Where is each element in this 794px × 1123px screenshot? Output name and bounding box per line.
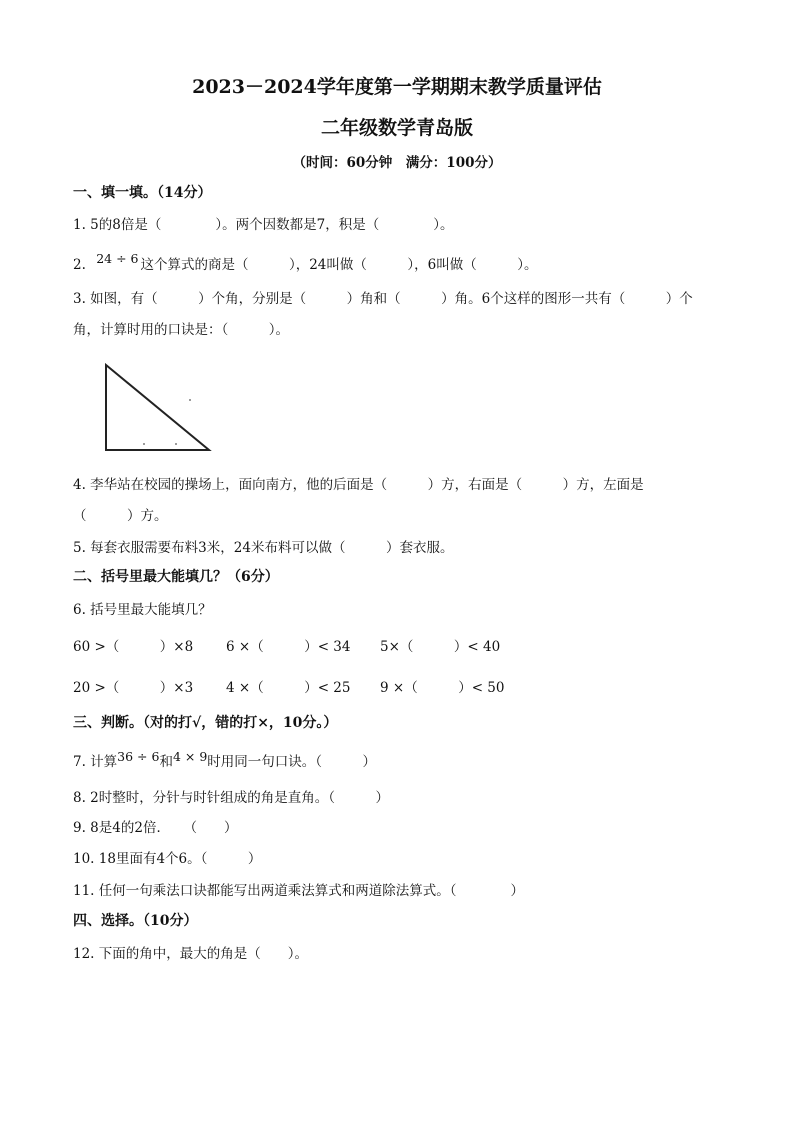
inequality-1-1: 60 >（ ）×8 — [73, 639, 194, 655]
question-1: 1. 5的8倍是（ ）。两个因数都是7，积是（ ）。 — [73, 217, 454, 233]
question-3-line-1: 3. 如图，有（ ）个角，分别是（ ）角和（ ）角。6个这样的图形一共有（ ）个 — [73, 291, 693, 307]
question-11: 11. 任何一句乘法口诀都能写出两道乘法算式和两道除法算式。（ ） — [73, 883, 525, 899]
question-6-title: 6. 括号里最大能填几？ — [73, 602, 212, 618]
question-2-text: 这个算式的商是（ ），24叫做（ ），6叫做（ ）。 — [140, 257, 538, 273]
inequality-2-3: 9 ×（ ）< 50 — [380, 680, 505, 696]
question-7-formula-2: 4 × 9 — [172, 749, 208, 764]
inequality-1-2: 6 ×（ ）< 34 — [226, 639, 351, 655]
question-2-formula: 24 ÷ 6 — [96, 251, 139, 266]
section-1-heading: 一、填一填。（14分） — [73, 185, 212, 201]
question-7-suffix: 时用同一句口诀。（ ） — [207, 754, 377, 770]
triangle-dot — [189, 399, 191, 401]
exam-subtitle: 二年级数学青岛版 — [320, 117, 473, 139]
question-9: 9. 8是4的2倍． （ ） — [73, 820, 238, 836]
question-4-line-2: （ ）方。 — [73, 508, 168, 524]
question-7 — [73, 750, 376, 770]
question-8: 8. 2时整时，分针与时针组成的角是直角。（ ） — [73, 790, 390, 806]
inequality-2-1: 20 >（ ）×3 — [73, 680, 194, 696]
section-3-heading: 三、判断。（对的打√，错的打×，10分。） — [73, 715, 338, 731]
question-7-formula-1: 36 ÷ 6 — [117, 749, 160, 764]
exam-info: （时间：60分钟 满分：100分） — [292, 155, 502, 171]
section-2-heading: 二、括号里最大能填几？（6分） — [73, 569, 279, 585]
section-4-heading: 四、选择。（10分） — [73, 913, 198, 929]
exam-title: 2023－2024学年度第一学期期末教学质量评估 — [192, 76, 602, 98]
question-10: 10. 18里面有4个6。（ ） — [73, 851, 262, 867]
triangle-shape — [106, 365, 209, 450]
question-7-prefix: 7. 计算 — [73, 754, 118, 770]
inequality-2-2: 4 ×（ ）< 25 — [226, 680, 351, 696]
question-4-line-1: 4. 李华站在校园的操场上，面向南方，他的后面是（ ）方，右面是（ ）方，左面是 — [73, 477, 644, 493]
inequality-1-3: 5×（ ）< 40 — [380, 639, 501, 655]
question-2-number: 2. — [73, 257, 86, 273]
question-3-line-2: 角，计算时用的口诀是：（ ）。 — [73, 322, 289, 338]
question-2 — [73, 253, 538, 273]
right-triangle-figure — [98, 360, 214, 454]
question-5: 5. 每套衣服需要布料3米，24米布料可以做（ ）套衣服。 — [73, 540, 454, 556]
question-7-and: 和 — [159, 754, 173, 770]
question-12: 12. 下面的角中，最大的角是（ ）。 — [73, 946, 309, 962]
triangle-dot — [175, 443, 177, 445]
triangle-dot — [143, 443, 145, 445]
